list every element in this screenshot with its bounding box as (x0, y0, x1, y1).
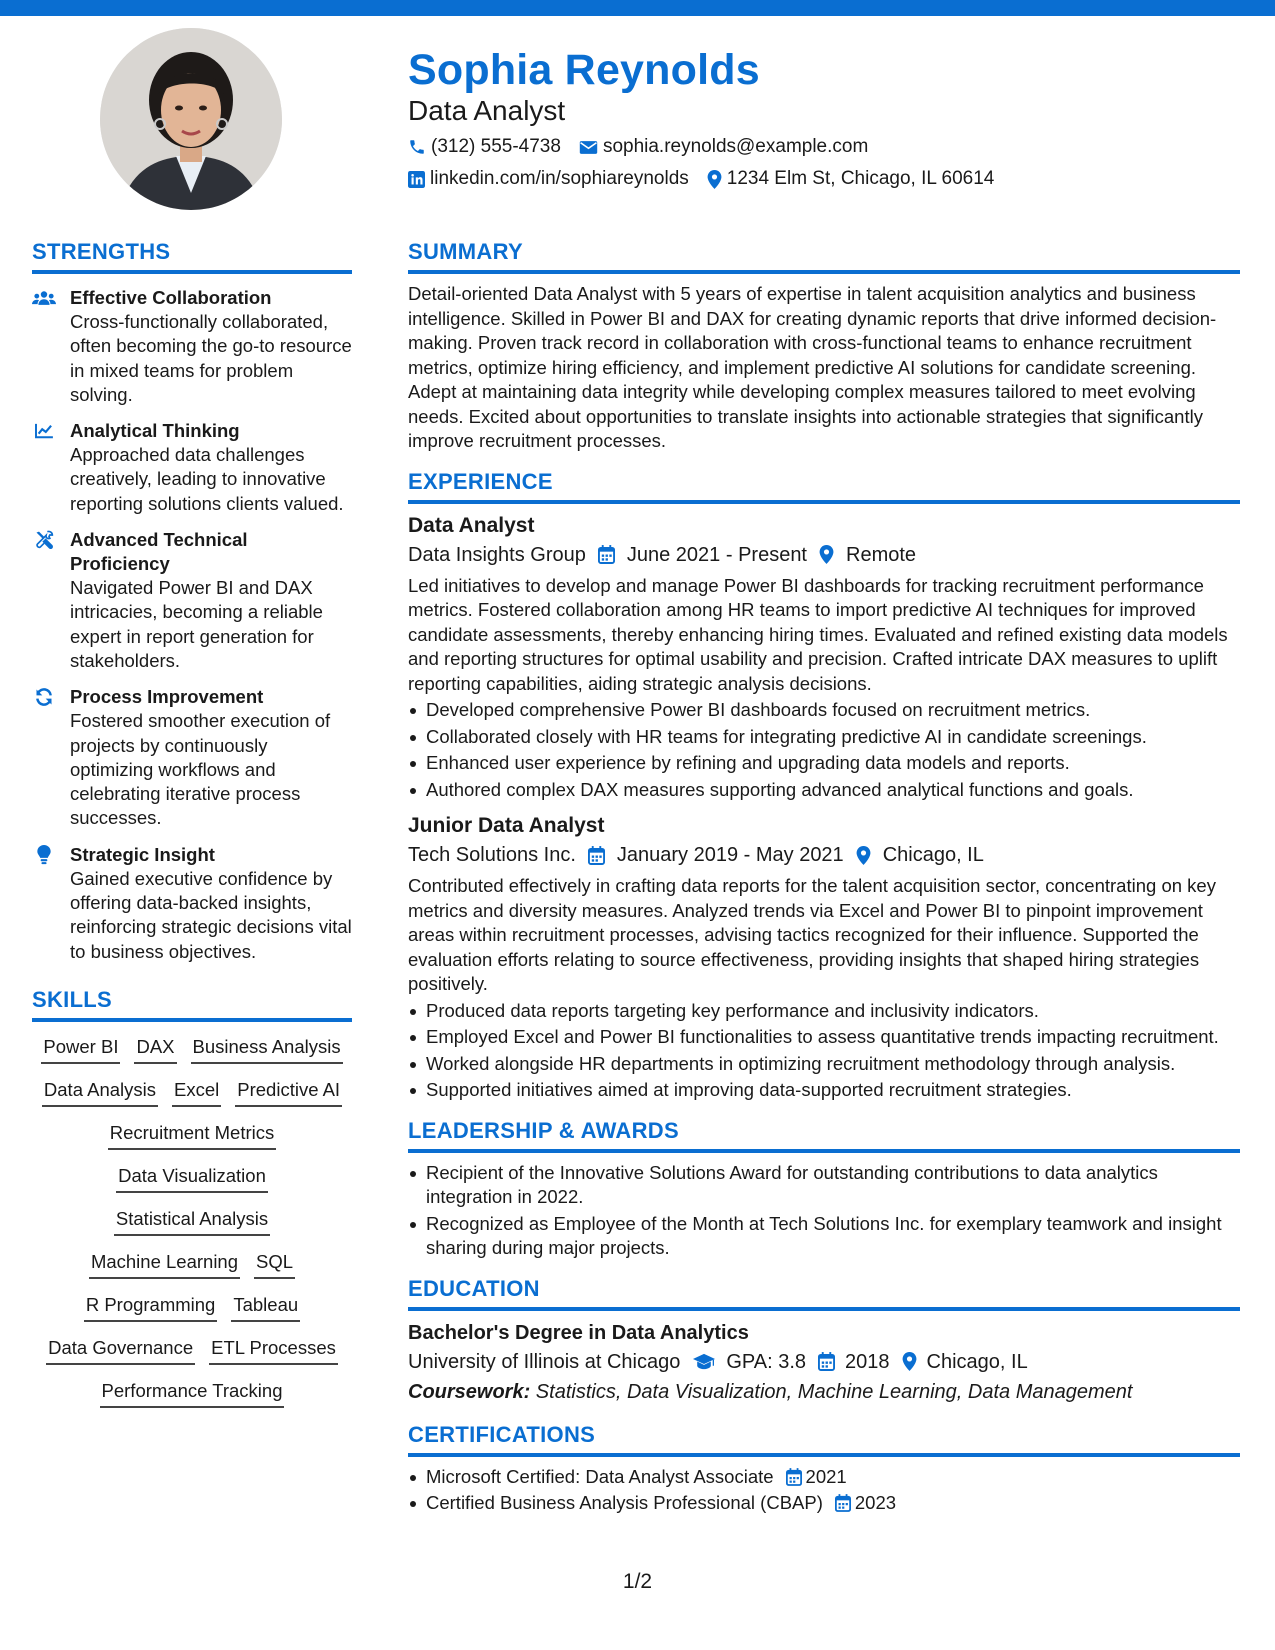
company-name: Tech Solutions Inc. (408, 844, 576, 866)
list-item (408, 1465, 1240, 1490)
candidate-name: Sophia Reynolds (408, 46, 760, 94)
job-entry (408, 812, 1240, 1103)
job-bullets (408, 698, 1240, 802)
job-meta (408, 540, 1240, 570)
certification-year: 2023 (854, 1492, 897, 1513)
skill-tag: Statistical Analysis (114, 1206, 270, 1236)
certifications-heading: CERTIFICATIONS (408, 1421, 1240, 1457)
calendar-icon (786, 1468, 802, 1486)
list-item: Worked alongside HR departments in optimizing recruitment methodology through analysis. (408, 1052, 1240, 1077)
certification-name: Microsoft Certified: Data Analyst Associate (426, 1465, 774, 1487)
strength-description: Gained executive confidence by offering data-backed insights, reinforcing strategic decisions vital to business objectives. (70, 867, 352, 962)
skill-tag: Data Governance (46, 1335, 195, 1365)
graduation-year: 2018 (845, 1350, 890, 1373)
phone-icon (408, 138, 426, 156)
skill-row (107, 1206, 277, 1236)
phone-contact[interactable] (408, 132, 561, 162)
skill-row (82, 1249, 302, 1279)
contact-row-1 (408, 132, 1238, 162)
certification-year: 2021 (805, 1465, 847, 1487)
map-marker-icon (902, 1352, 917, 1371)
list-item: Recognized as Employee of the Month at Tech Solutions Inc. for exemplary teamwork and insight sharing during major projects. (408, 1212, 1240, 1261)
calendar-icon (835, 1494, 851, 1512)
coursework (408, 1377, 1240, 1407)
strengths-heading: STRENGTHS (32, 238, 352, 274)
job-dates: June 2021 - Present (626, 543, 807, 566)
users-icon (32, 288, 56, 308)
skill-tag: Power BI (41, 1034, 120, 1064)
company-name: Data Insights Group (408, 543, 586, 566)
address-text: 1234 Elm St, Chicago, IL 60614 (726, 168, 995, 189)
left-column (32, 238, 352, 1421)
tools-icon (32, 530, 56, 550)
chart-line-icon (32, 421, 56, 441)
profile-photo-image (100, 28, 282, 210)
strength-description: Fostered smoother execution of projects by continuously optimizing workflows and celebrating iterative process successes. (70, 710, 331, 829)
skill-row (34, 1034, 349, 1064)
strength-title: Strategic Insight (70, 843, 215, 865)
skill-tag: Data Visualization (116, 1163, 268, 1193)
candidate-title: Data Analyst (408, 95, 566, 126)
skills-heading: SKILLS (32, 986, 352, 1022)
map-marker-icon (856, 846, 871, 865)
awards-list (408, 1161, 1240, 1261)
resume-header (408, 44, 1238, 194)
strength-item (32, 528, 352, 673)
certification-row (426, 1491, 1240, 1516)
linkedin-url: linkedin.com/in/sophiareynolds (430, 168, 689, 189)
linkedin-icon (408, 171, 425, 188)
job-location: Chicago, IL (882, 844, 984, 866)
skill-row (35, 1077, 349, 1107)
school-name: University of Illinois at Chicago (408, 1350, 681, 1373)
job-title: Junior Data Analyst (408, 814, 605, 837)
skill-tag: Recruitment Metrics (108, 1120, 276, 1150)
email-address: sophia.reynolds@example.com (602, 136, 869, 157)
job-description: Led initiatives to develop and manage Power BI dashboards for tracking recruitment performance metrics. Fostered collaboration among HR teams to import predictive AI techniques for improved candidate assessments, thereby enhancing hiring times. Evaluated and refined existing data models and reporting structures for optimal usability and precision. Crafted intricate DAX measures to uplift reporting capabilities, aiding strategic analysis decisions. (408, 574, 1228, 694)
certification-row (426, 1465, 1240, 1490)
sync-icon (32, 687, 56, 707)
calendar-icon (598, 545, 615, 564)
job-meta (408, 840, 1240, 870)
phone-number: (312) 555-4738 (431, 136, 561, 157)
graduation-cap-icon (692, 1353, 716, 1370)
strength-item (32, 419, 352, 516)
education-meta (408, 1347, 1240, 1377)
skill-row (39, 1335, 345, 1365)
summary-text: Detail-oriented Data Analyst with 5 years of expertise in talent acquisition analytics and business intelligence. Skilled in Power BI and DAX for creating dynamic reports that drive informed decision-making. Proven track record in collaboration with cross-functional teams to enhance recruitment metrics, optimize hiring efficiency, and implement predictive AI solutions for candidate screening. Adept at maintaining data integrity while developing complex measures tailored to meet evolving needs. Excited about opportunities to translate insights into actionable strategies that significantly improve recruitment processes. (408, 283, 1217, 451)
profile-photo (100, 28, 282, 210)
list-item: Developed comprehensive Power BI dashboards focused on recruitment metrics. (408, 698, 1240, 723)
top-accent-bar (0, 0, 1275, 16)
strength-description: Navigated Power BI and DAX intricacies, becoming a reliable expert in report generation for stakeholders. (70, 577, 323, 671)
calendar-icon (818, 1352, 835, 1371)
envelope-icon (579, 140, 598, 155)
right-column (408, 238, 1240, 1518)
certifications-list (408, 1465, 1240, 1516)
strength-title: Advanced Technical Proficiency (70, 529, 248, 575)
strength-description: Approached data challenges creatively, leading to innovative reporting solutions clients valued. (70, 444, 344, 514)
experience-heading: EXPERIENCE (408, 468, 1240, 504)
job-dates: January 2019 - May 2021 (616, 844, 844, 866)
certification-name: Certified Business Analysis Professional (CBAP) (426, 1492, 823, 1513)
skill-tag: Tableau (231, 1292, 300, 1322)
skill-tag: SQL (254, 1249, 295, 1279)
job-title: Data Analyst (408, 513, 535, 537)
skill-row (109, 1163, 275, 1193)
strength-item (32, 286, 352, 407)
address-contact (707, 164, 995, 194)
list-item (408, 1491, 1240, 1516)
coursework-label: Coursework: (408, 1380, 531, 1403)
skill-row (101, 1120, 283, 1150)
coursework-list: Statistics, Data Visualization, Machine Learning, Data Management (530, 1380, 1133, 1403)
email-contact[interactable] (579, 132, 868, 162)
skills-list (32, 1034, 352, 1421)
summary-heading: SUMMARY (408, 238, 1240, 274)
skill-tag: Business Analysis (191, 1034, 343, 1064)
skill-tag: Performance Tracking (100, 1378, 285, 1408)
skill-tag: R Programming (84, 1292, 218, 1322)
skill-tag: DAX (134, 1034, 176, 1064)
strength-description: Cross-functionally collaborated, often becoming the go-to resource in mixed teams for problem solving. (70, 311, 352, 405)
skill-tag: Data Analysis (42, 1077, 158, 1107)
list-item: Employed Excel and Power BI functionalities to assess quantitative trends impacting recruitment. (408, 1025, 1240, 1050)
job-entry (408, 512, 1240, 803)
job-bullets (408, 999, 1240, 1103)
linkedin-contact[interactable] (408, 164, 689, 194)
skill-tag: Predictive AI (235, 1077, 342, 1107)
strength-title: Effective Collaboration (70, 287, 272, 308)
list-item: Recipient of the Innovative Solutions Award for outstanding contributions to data analytics integration in 2022. (408, 1161, 1240, 1210)
page-number: 1/2 (622, 1570, 653, 1593)
job-description: Contributed effectively in crafting data reports for the talent acquisition sector, concentrating on key metrics and diversity measures. Analyzed trends via Excel and Power BI to pinpoint improvement areas within recruitment processes, advising tactics recognized for their influence. Supported the evaluation efforts relating to source effectiveness, providing insights that shaped hiring strategies positively. (408, 875, 1216, 994)
lightbulb-icon (32, 845, 56, 865)
education-heading: EDUCATION (408, 1275, 1240, 1311)
map-marker-icon (707, 170, 722, 189)
list-item: Produced data reports targeting key performance and inclusivity indicators. (408, 999, 1240, 1024)
skill-row (77, 1292, 307, 1322)
list-item: Enhanced user experience by refining and upgrading data models and reports. (408, 751, 1240, 776)
strength-item (32, 685, 352, 830)
map-marker-icon (819, 545, 834, 564)
contact-row-2 (408, 164, 1238, 194)
gpa: GPA: 3.8 (726, 1350, 807, 1373)
leadership-heading: LEADERSHIP & AWARDS (408, 1117, 1240, 1153)
list-item: Collaborated closely with HR teams for integrating predictive AI in candidate screenings. (408, 725, 1240, 750)
skill-tag: Excel (172, 1077, 221, 1107)
strength-item (32, 843, 352, 964)
skill-row (93, 1378, 292, 1408)
list-item: Supported initiatives aimed at improving data-supported recruitment strategies. (408, 1078, 1240, 1103)
strength-title: Process Improvement (70, 686, 264, 708)
calendar-icon (588, 846, 605, 865)
strength-title: Analytical Thinking (70, 420, 240, 442)
list-item: Authored complex DAX measures supporting advanced analytical functions and goals. (408, 778, 1240, 803)
education-location: Chicago, IL (926, 1350, 1028, 1373)
degree-title: Bachelor's Degree in Data Analytics (408, 1321, 749, 1344)
job-location: Remote (846, 543, 917, 566)
skill-tag: ETL Processes (209, 1335, 338, 1365)
skill-tag: Machine Learning (89, 1249, 240, 1279)
